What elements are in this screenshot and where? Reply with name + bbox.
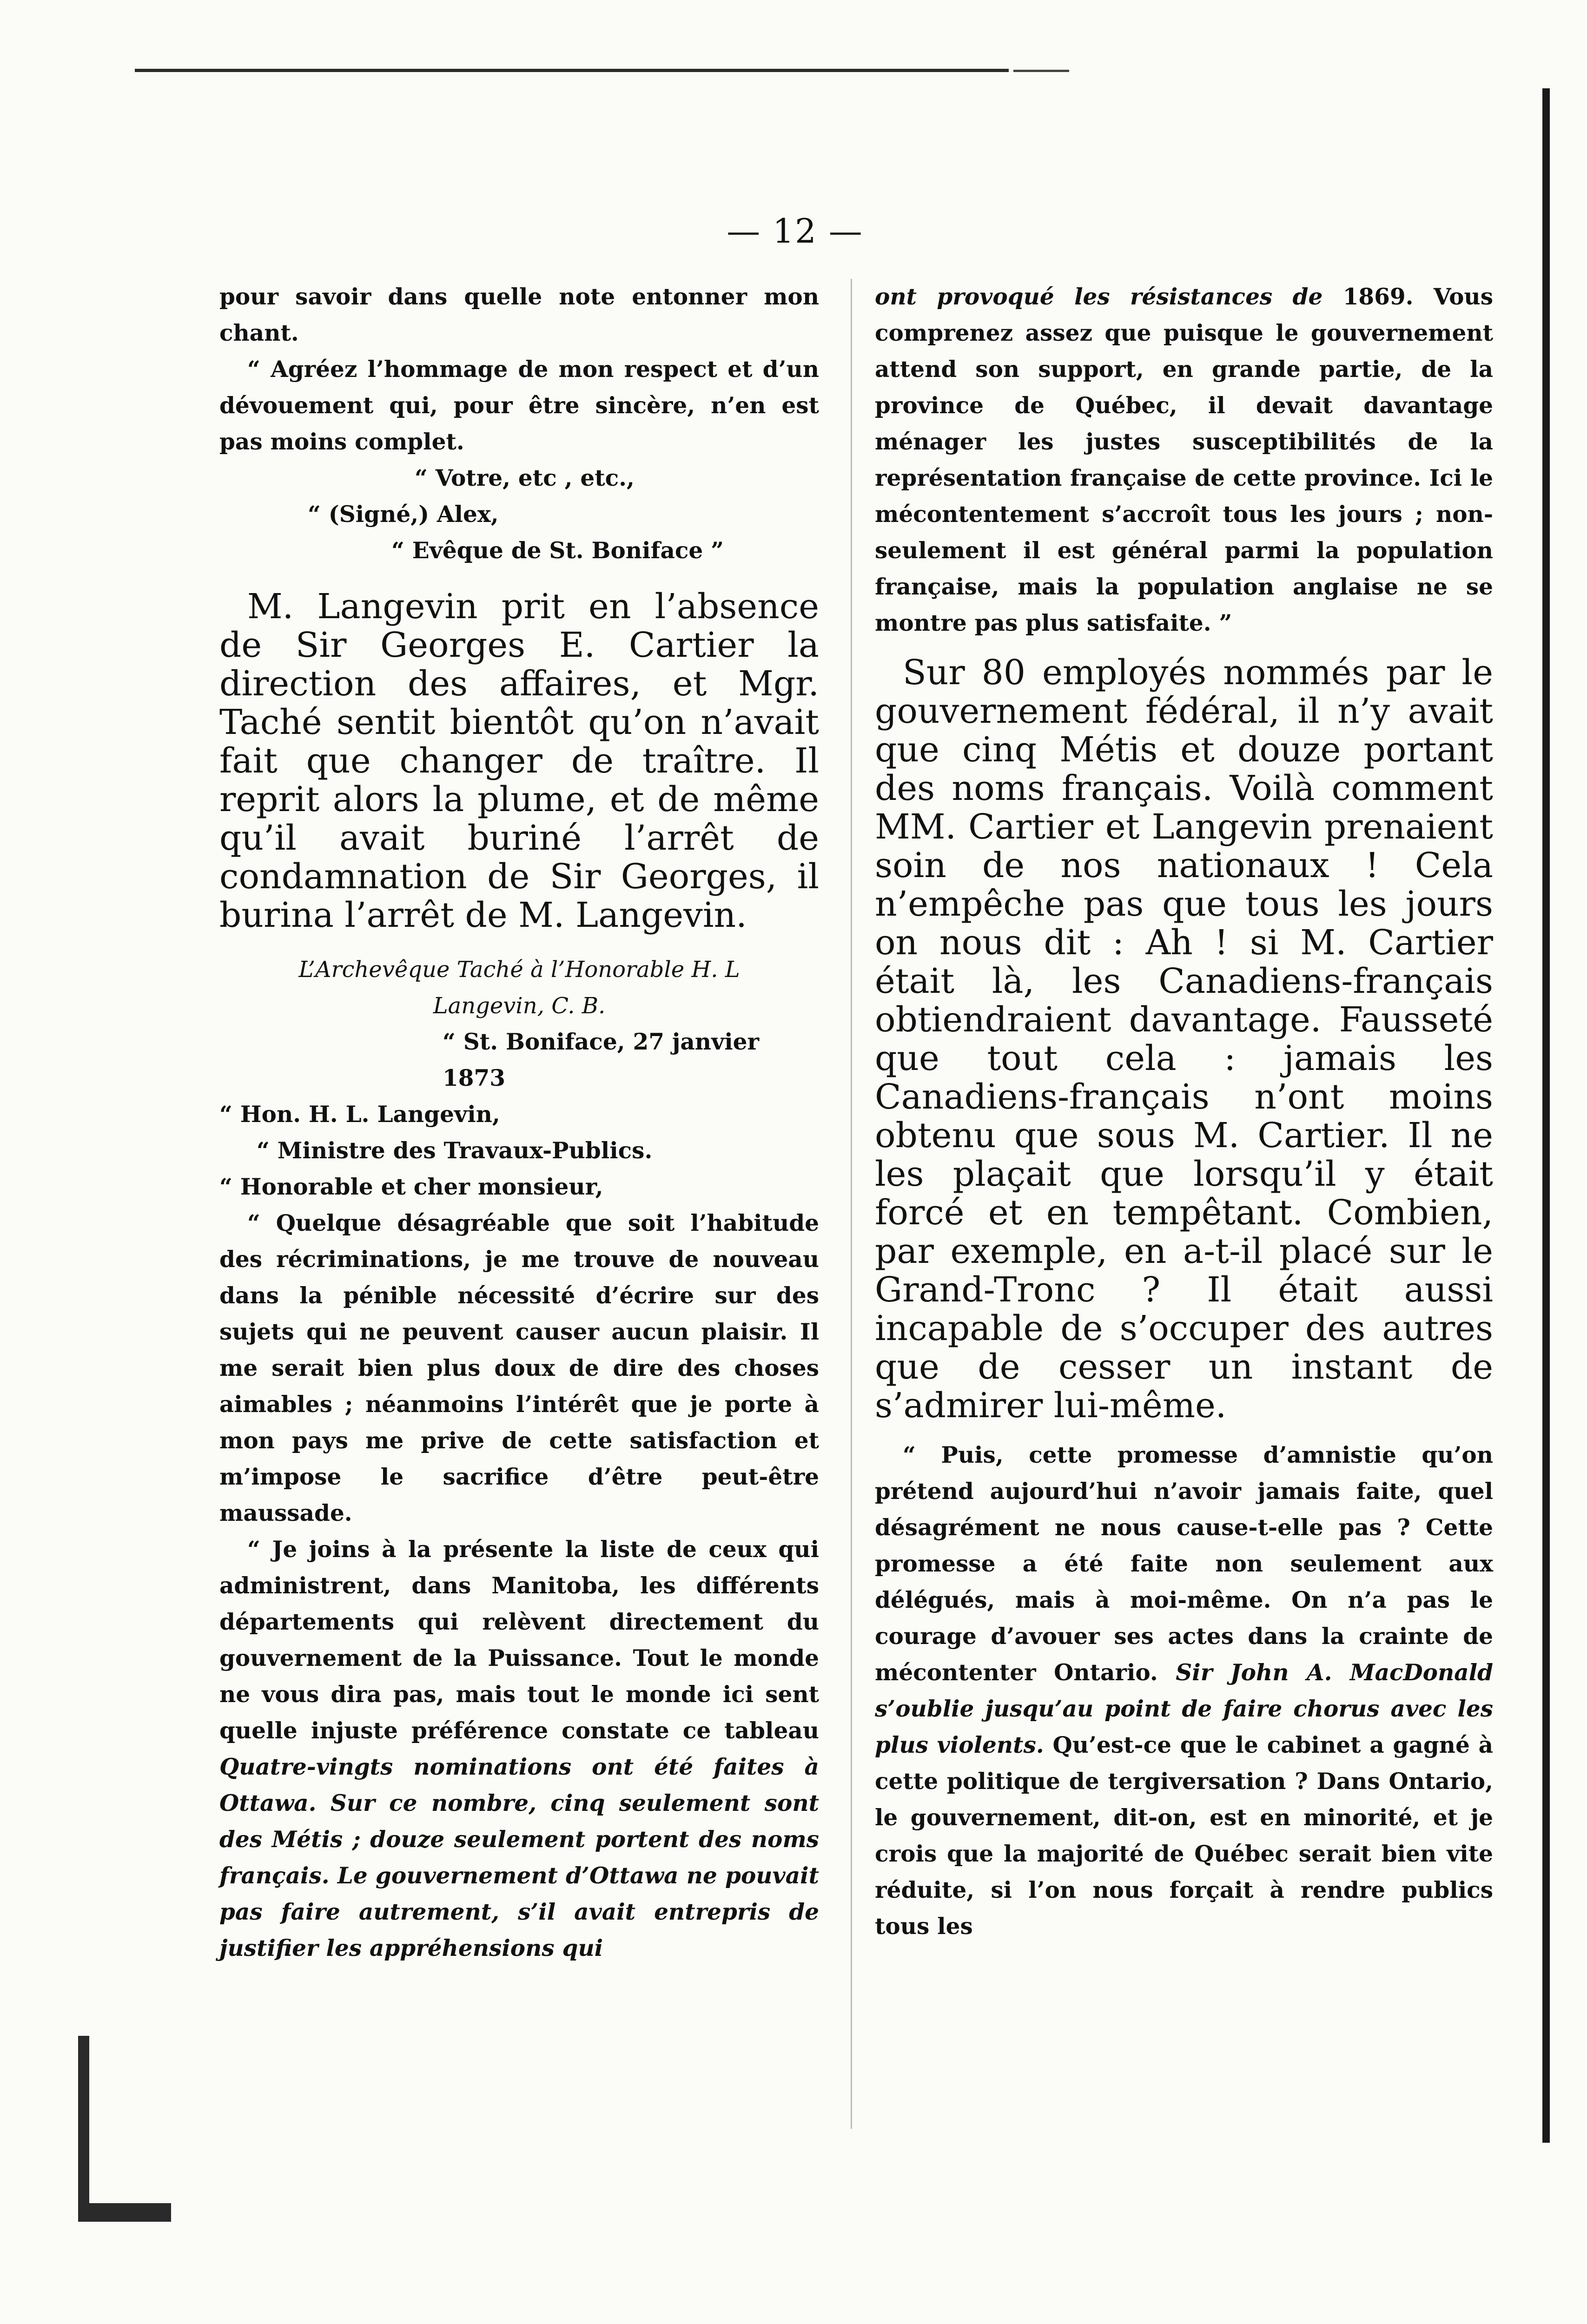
right-page-edge — [1542, 88, 1550, 2143]
right-paragraph-1 — [875, 279, 1493, 641]
left-paragraph-2: “ Agréez l’hommage de mon respect et d’un dévouement qui, pour être sincère, n’en est pas moins complet. — [219, 356, 819, 455]
left-paragraph-3: M. Langevin prit en l’absence de Sir Georges E. Cartier la direction des affaires, et Mgr. Taché sentit bientôt qu’on n’avait fait que changer de traître. Il reprit alors la plume, et de même qu’il avait buriné l’arrêt de condamnation de Sir Georges, il burina l’arrêt de M. Langevin. — [219, 587, 819, 935]
column-divider — [851, 279, 852, 2129]
page-number: — 12 — — [727, 211, 863, 251]
letter-heading-line-1: L’Archevêque Taché à l’Honorable H. L — [298, 957, 740, 983]
right-paragraph-3-text-a: “ Puis, cette promesse d’amnistie qu’on prétend aujourd’hui n’avoir jamais faite, quel désagrément ne nous cause-t-elle pas ? Cette promesse a été faite non seulement aux délégués, mais à moi-même. On n’a pas le courage d’avouer ses actes dans la crainte de mécontenter Ontario. — [875, 1442, 1493, 1686]
letter-heading-line-2: Langevin, C. B. — [433, 993, 606, 1019]
left-paragraph-5 — [219, 1532, 819, 1967]
left-column — [219, 279, 819, 1967]
right-column — [875, 279, 1493, 1945]
left-paragraph-1: pour savoir dans quelle note entonner mon chant. — [219, 284, 819, 346]
right-paragraph-3-text-b: Qu’est-ce que le cabinet a gagné à cette politique de tergiversation ? Dans Ontario, le gouvernement, dit-on, est en minorité, et je crois que la majorité de Québec serait bien vite réduite, si l’on nous forçait à rendre publics tous les — [875, 1732, 1493, 1940]
left-page-edge-base — [78, 2203, 171, 2222]
left-paragraph-5-italic: Quatre-vingts nominations ont été faites à Ottawa. Sur ce nombre, cinq seulement sont des Métis ; douze seulement portent des noms français. Le gouvernement d’Ottawa ne pouvait pas faire autrement, s’il avait entrepris de justifier les appréhensions qui — [219, 1754, 819, 1961]
top-rule-fragment — [1013, 70, 1069, 72]
signature-line-3: “ Evêque de St. Boniface ” — [391, 537, 724, 564]
left-page-edge — [78, 2036, 89, 2217]
letter-salutation: “ Honorable et cher monsieur, — [219, 1174, 603, 1200]
signature-line-2: “ (Signé,) Alex, — [308, 501, 499, 528]
right-paragraph-2: Sur 80 employés nommés par le gouvernement fédéral, il n’y avait que cinq Métis et douze portant des noms français. Voilà comment MM. Cartier et Langevin prenaient soin de nos nationaux ! Cela n’empêche pas que tous les jours on nous dit : Ah ! si M. Cartier était là, les Canadiens-français obtiendraient davantage. Fausseté que tout cela : jamais les Canadiens-français n’ont moins obtenu que sous M. Cartier. Il ne les plaçait que lorsqu’il y était forcé et en tempêtant. Combien, par exemple, en a-t-il placé sur le Grand-Tronc ? Il était aussi incapable de s’occuper des autres que de cesser un instant de s’admirer lui-même. — [875, 653, 1493, 1426]
signature-line-1: “ Votre, etc , etc., — [415, 465, 635, 491]
left-paragraph-5-text: “ Je joins à la présente la liste de ceux qui administrent, dans Manitoba, les différents départements qui relèvent directement du gouvernement de la Puissance. Tout le monde ne vous dira pas, mais tout le monde ici sent quelle injuste préférence constate ce tableau — [219, 1536, 819, 1744]
letter-recipient-title: “ Ministre des Travaux-Publics. — [257, 1137, 653, 1164]
right-paragraph-3 — [875, 1437, 1493, 1945]
left-paragraph-4: “ Quelque désagréable que soit l’habitude des récriminations, je me trouve de nouveau dans la pénible nécessité d’écrire sur des sujets qui ne peuvent causer aucun plaisir. Il me serait bien plus doux de dire des choses aimables ; néanmoins l’intérêt que je porte à mon pays me prive de cette satisfaction et m’impose le sacrifice d’être peut-être maussade. — [219, 1210, 819, 1526]
letter-recipient: “ Hon. H. L. Langevin, — [219, 1101, 500, 1128]
right-paragraph-1-text: 1869. Vous comprenez assez que puisque le gouvernement attend son support, en grande partie, de la province de Québec, il devait davantage ménager les justes susceptibilités de la représentation française de cette province. Ici le mécontentement s’accroît tous les jours ; non-seulement il est général parmi la population française, mais la population anglaise ne se montre pas plus satisfaite. ” — [875, 284, 1493, 636]
top-rule — [135, 69, 1009, 72]
right-paragraph-1-italic: ont provoqué les résistances de — [875, 284, 1323, 310]
right-paragraph-3-italic: Sir John A. MacDonald s’oublie jusqu’au point de faire chorus avec les plus violents. — [875, 1659, 1493, 1758]
letter-date: “ St. Boniface, 27 janvier 1873 — [443, 1029, 760, 1091]
